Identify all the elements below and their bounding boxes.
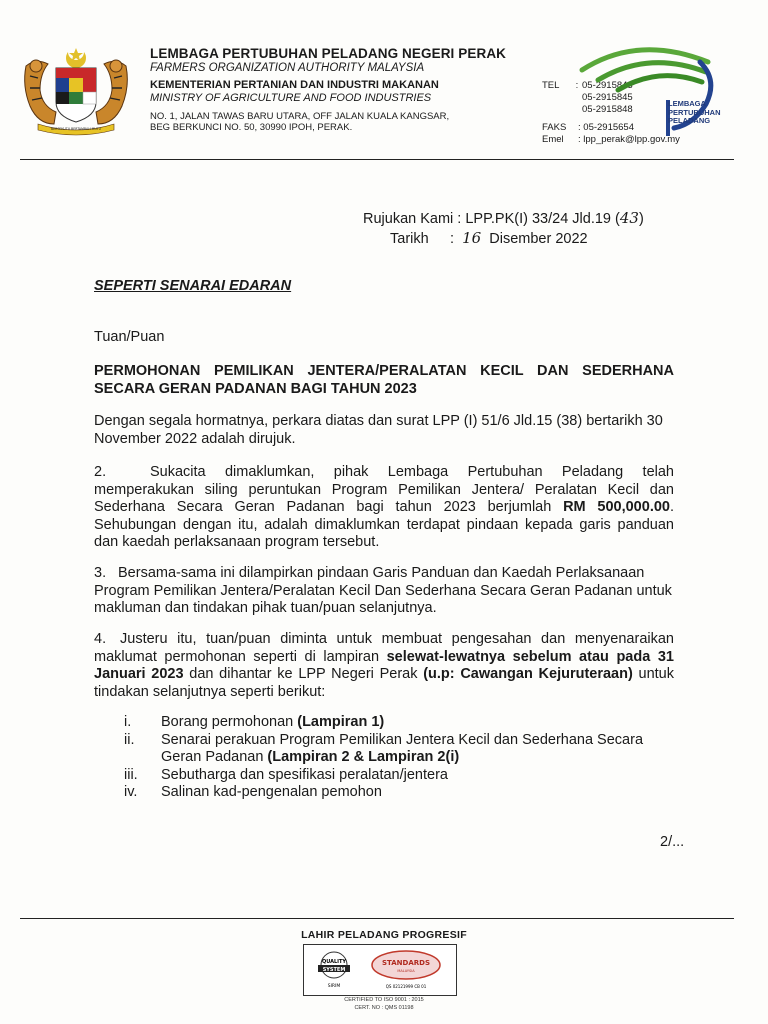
paragraph-4: 4. Justeru itu, tuan/puan diminta untuk membuat pengesahan dan menyenaraikan maklumat permohonan seperti di lampiran selewat-lewatnya sebelum atau pada 31 Januari 2023 dan dihantar ke LPP Negeri Perak (u.p: Cawangan Kejuruteraan) untuk tindakan selanjutnya seperti berikut: [94, 631, 675, 700]
attachment-list [124, 714, 684, 802]
svg-text:MALAYSIA: MALAYSIA [397, 969, 415, 973]
tel-label: TEL [542, 80, 560, 91]
org-name: LEMBAGA PERTUBUHAN PELADANG NEGERI PERAK [150, 46, 507, 61]
org-name-english: FARMERS ORGANIZATION AUTHORITY MALAYSIA [150, 62, 425, 74]
header-divider [20, 159, 734, 160]
svg-text:SIRIM: SIRIM [327, 984, 341, 989]
reference-block [363, 209, 644, 249]
coat-of-arms-icon [18, 46, 134, 136]
list-item: iii. Sebutharga dan spesifikasi peralatan/jentera [124, 766, 448, 783]
paragraph-2: 2. Sukacita dimaklumkan, pihak Lembaga Pertubuhan Peladang telah memperakukan siling peruntukan Program Pemilikan Jentera/ Peralatan Kecil dan Sederhana Secara Geran Padanan bagi tahun 2023 berjumlah RM 500,000.00. Sehubungan dengan itu, adalah dimaklumkan terdapat pindaan kepada garis panduan dan kaedah perlaksanaan program tersebut. [94, 464, 675, 550]
paragraph-3: 3. Bersama-sama ini dilampirkan pindaan Garis Panduan dan Kaedah Perlaksanaan Program Pemilikan Jentera/Peralatan Kecil Dan Sederhana Secara Geran Padanan untuk makluman dan tindakan pihak tuan/puan selanjutnya. [94, 565, 672, 616]
handwritten-day: 16 [462, 229, 482, 247]
contact-block: TEL : 05-2915843 05-2915845 05-2915848 FAKS : 05-2915654 Emel : lpp_perak@lpp.gov.my [542, 80, 680, 145]
list-item: iv. Salinan kad-pengenalan pemohon [124, 784, 382, 800]
certification-logos [303, 944, 457, 996]
tarikh-line: Tarikh : 16 Disember 2022 [390, 229, 588, 247]
footer-divider [20, 918, 734, 919]
rujukan-line: Rujukan Kami : LPP.PK(I) 33/24 Jld.19 (43) [363, 209, 644, 227]
list-item: i. Borang permohonan (Lampiran 1) [124, 714, 385, 730]
paragraph-1: Dengan segala hormatnya, perkara diatas dan surat LPP (I) 51/6 Jld.15 (38) bertarikh 30 November 2022 adalah dirujuk. [94, 413, 663, 447]
footer-motto: LAHIR PELADANG PROGRESIF [301, 929, 467, 941]
ministry-name-english: MINISTRY OF AGRICULTURE AND FOOD INDUSTRIES [150, 92, 432, 104]
svg-text:SYSTEM: SYSTEM [322, 967, 346, 973]
svg-text:QS 02121999 CB 01: QS 02121999 CB 01 [385, 984, 427, 989]
page-number: 2/... [660, 834, 685, 850]
email-label: Emel [542, 134, 564, 145]
salutation: Tuan/Puan [94, 329, 165, 345]
svg-text:QUALITY: QUALITY [321, 959, 347, 965]
cert-caption-1: CERTIFIED TO ISO 9001 : 2015 [344, 997, 424, 1003]
list-item: ii. Senarai perakuan Program Pemilikan Jentera Kecil dan Sederhana Secara Geran Padanan (Lampiran 2 & Lampiran 2(i) [124, 731, 644, 765]
tel-2: 05-2915845 [582, 92, 633, 103]
faks-number: 05-2915654 [583, 122, 634, 133]
faks-label: FAKS [542, 122, 567, 133]
recipient-heading: SEPERTI SENARAI EDARAN [94, 278, 292, 294]
crest-motto: BERSEKUTU BERTAMBAH MUTU [50, 127, 102, 131]
email-address: lpp_perak@lpp.gov.my [583, 134, 680, 145]
cert-caption-2: CERT. NO : QMS 01198 [354, 1005, 414, 1011]
handwritten-number: 43 [619, 209, 639, 227]
address-line-1: NO. 1, JALAN TAWAS BARU UTARA, OFF JALAN KUALA KANGSAR, [150, 111, 450, 122]
organization-block [150, 46, 510, 133]
address-line-2: BEG BERKUNCI NO. 50, 30990 IPOH, PERAK. [150, 122, 353, 133]
amount-bold: RM 500,000.00 [563, 499, 670, 515]
ministry-name: KEMENTERIAN PERTANIAN DAN INDUSTRI MAKANAN [150, 79, 439, 91]
svg-text:STANDARDS: STANDARDS [381, 959, 431, 967]
letter-subject: PERMOHONAN PEMILIKAN JENTERA/PERALATAN KECIL DAN SEDERHANA SECARA GERAN PADANAN BAGI TAHUN 2023 [94, 363, 674, 397]
tel-1: 05-2915843 [582, 80, 633, 91]
lpp-logo-text: LEMBAGA PERTUBUHAN PELADANG [668, 99, 721, 125]
tel-3: 05-2915848 [582, 104, 633, 115]
